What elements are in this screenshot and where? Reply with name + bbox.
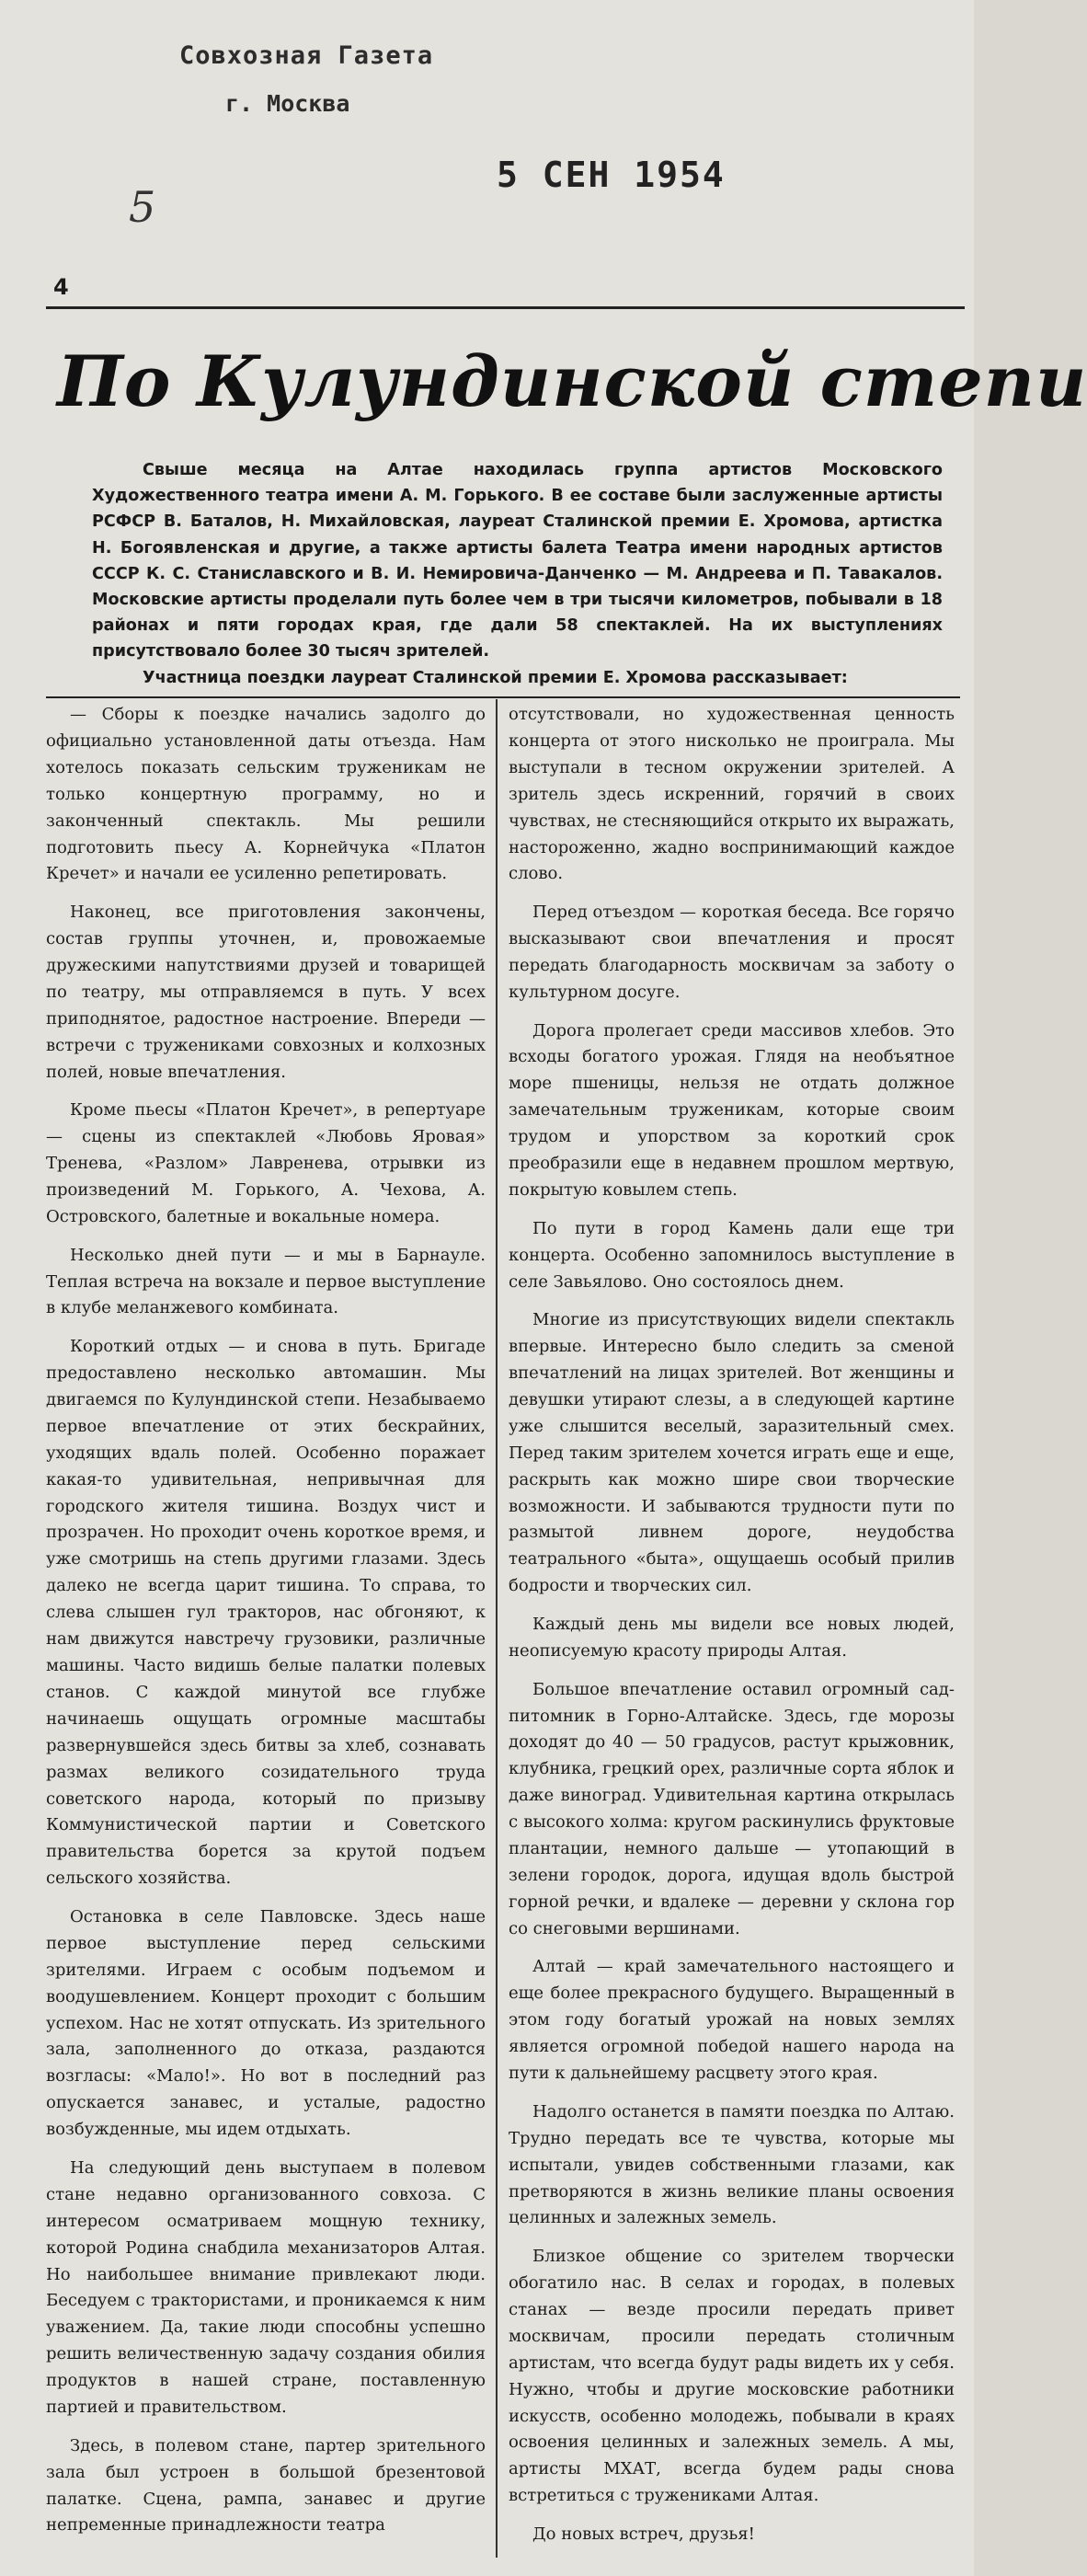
body-paragraph: Кроме пьесы «Платон Кречет», в репертуаре — сцены из спектаклей «Любовь Яровая» Тренева, «Разлом» Лавренева, отрывки из произведений М. Горького, А. Чехова, А. Островского, балетные и вокальные номера.: [46, 1100, 486, 1226]
body-paragraph: Каждый день мы видели все новых людей, неописуемую красоту природы Алтая.: [509, 1614, 955, 1661]
body-paragraph: Несколько дней пути — и мы в Барнауле. Теплая встреча на вокзале и первое выступление в клубе меланжевого комбината.: [46, 1245, 486, 1318]
body-paragraph: По пути в город Камень дали еще три концерта. Особенно запомнилось выступление в селе Завьялово. Оно состоялось днем.: [509, 1218, 955, 1292]
lead-paragraph: Участница поездки лауреат Сталинской премии Е. Хромова рассказывает:: [143, 668, 848, 687]
body-paragraph: — Сборы к поездке начались задолго до официально установленной даты отъезда. Нам хотелось показать сельским труженикам не только концертную программу, но и законченный спектакль. Мы решили подготовить пьесу А. Корнейчука «Платон Кречет» и начали ее усиленно репетировать.: [46, 705, 486, 884]
body-paragraph: отсутствовали, но художественная ценность концерта от этого нисколько не проиграла. Мы выступали в тесном окружении зрителей. А зритель здесь искренний, горячий в своих чувствах, не стесняющийся открыто их выражать, настороженно, жадно воспринимающий каждое слово.: [509, 705, 955, 884]
body-paragraph: Остановка в селе Павловске. Здесь наше первое выступление перед сельскими зрителями. Играем с особым подъемом и воодушевлением. Концерт проходит с большим успехом. Нас не хотят отпускать. Из зрительного зала, заполненного до отказа, раздаются возгласы: «Мало!». Но вот в последний раз опускается занавес, и усталые, радостно возбужденные, мы идем отдыхать.: [46, 1906, 486, 2140]
body-paragraph: На следующий день выступаем в полевом стане недавно организованного совхоза. С интересом осматриваем мощную технику, которой Родина снабдила механизаторов Алтая. Но наибольшее внимание привлекают люди. Беседуем с трактористами, и проникаемся к ним уважением. Да, такие люди способны успешно решить величественную задачу создания обилия продуктов в нашей стране, поставленную партией и правительством.: [46, 2157, 486, 2418]
body-paragraph: Алтай — край замечательного настоящего и еще более прекрасного будущего. Выращенный в этом году богатый урожай на новых землях является огромной победой нашего народа на пути к дальнейшему расцвету этого края.: [509, 1957, 955, 2084]
body-paragraph: Дорога пролегает среди массивов хлебов. Это всходы богатого урожая. Глядя на необъятное море пшеницы, нельзя не отдать должное замечательным труженикам, которые своим трудом и упорством за короткий срок преобразили еще в недавнем прошлом мертвую, покрытую ковылем степь.: [509, 1020, 955, 1200]
article-column-right: [509, 702, 955, 2560]
top-divider: [46, 306, 965, 309]
body-paragraph: Близкое общение со зрителем творчески обогатило нас. В селах и городах, в полевых станах — везде просили передать привет москвичам, просили передать столичным артистам, что всегда будут рады видеть их у себя. Нужно, чтобы и другие московские работники искусств, особенно молодежь, побывали в краях освоения целинных и залежных земель. А мы, артисты МХАТ, всегда будем рады снова встретиться с тружениками Алтая.: [509, 2247, 955, 2506]
newspaper-city-stamp: г. Москва: [225, 90, 350, 117]
body-paragraph: Здесь, в полевом стане, партер зрительного зала был устроен в большой брезентовой палатке. Сцена, рампа, занавес и другие непременные принадлежности театра: [46, 2435, 486, 2536]
body-paragraph: Наконец, все приготовления закончены, состав группы уточнен, и, провожаемые дружескими напутствиями друзей и товарищей по театру, мы отправляемся в путь. У всех приподнятое, радостное настроение. Впереди — встречи с тружениками совхозных и колхозных полей, новые впечатления.: [46, 903, 486, 1082]
body-paragraph: Большое впечатление оставил огромный сад-питомник в Горно-Алтайске. Здесь, где морозы доходят до 40 — 50 градусов, растут крыжовник, клубника, грецкий орех, различные сорта яблок и даже виноград. Удивительная картина открылась с высокого холма: кругом раскинулись фруктовые плантации, немного дальше — утопающий в зелени городок, дорога, идущая вдоль быстрой горной речки, и вдалеке — деревни у склона гор со снеговыми вершинами.: [509, 1679, 955, 1938]
body-paragraph: Короткий отдых — и снова в путь. Бригаде предоставлено несколько автомашин. Мы двигаемся по Кулундинской степи. Незабываемо первое впечатление от этих бескрайних, уходящих вдаль полей. Особенно поражает какая-то удивительная, непривычная для городского жителя тишина. Воздух чист и прозрачен. Но проходит очень короткое время, и уже смотришь на степь другими глазами. Здесь далеко не всегда царит тишина. То справа, то слева слышен гул тракторов, нас обгоняют, к нам движутся навстречу грузовики, различные машины. Часто видишь белые палатки полевых станов. С каждой минутой все глубже начинаешь ощущать огромные масштабы развернувшейся здесь битвы за хлеб, сознавать размах великого созидательного труда советского народа, который по призыву Коммунистической партии и Советского правительства борется за крутой подъем сельского хозяйства.: [46, 1337, 486, 1889]
article-column-left: [46, 702, 486, 2551]
date-stamp: 5 СЕН 1954: [497, 155, 726, 195]
page-number: 4: [53, 274, 69, 300]
lead-divider: [46, 696, 960, 698]
lead-paragraph: Свыше месяца на Алтае находилась группа артистов Московского Художественного театра имени А. М. Горького. В ее составе были заслуженные артисты РСФСР В. Баталов, Н. Михайловская, лауреат Сталинской премии Е. Хромова, артистка Н. Богоявленская и другие, а также артисты балета Театра имени народных артистов СССР К. С. Станиславского и В. И. Немировича-Данченко — М. Андреева и П. Тавакалов. Московские артисты проделали путь более чем в три тысячи километров, побывали в 18 районах и пяти городах края, где дали 58 спектаклей. На их выступлениях присутствовало более 30 тысяч зрителей.: [92, 461, 943, 661]
article-lead: [92, 457, 943, 691]
body-paragraph: Многие из присутствующих видели спектакль впервые. Интересно было следить за сменой впечатлений на лицах зрителей. Вот женщины и девушки утирают слезы, а в следующей картине уже слышится веселый, заразительный смех. Перед таким зрителем хочется играть еще и еще, раскрыть как можно шире свои творческие возможности. И забываются трудности пути по размытой ливнем дороге, неудобства театрального «быта», ощущаешь особый прилив бодрости и творческих сил.: [509, 1310, 955, 1596]
closing-line: До новых встреч, друзья!: [532, 2524, 755, 2544]
handwritten-mark: 5: [129, 182, 156, 232]
column-divider: [496, 699, 498, 2558]
body-paragraph: Перед отъездом — короткая беседа. Все горячо высказывают свои впечатления и просят передать благодарность москвичам за заботу о культурном досуге.: [509, 903, 955, 1002]
newspaper-name-stamp: Совхозная Газета: [179, 41, 434, 70]
body-paragraph: Надолго останется в памяти поездка по Алтаю. Трудно передать все те чувства, которые мы испытали, увидев собственными глазами, как претворяются в жизнь великие планы освоения целинных и залежных земель.: [509, 2101, 955, 2228]
article-headline: По Кулундинской степи: [57, 340, 1087, 422]
